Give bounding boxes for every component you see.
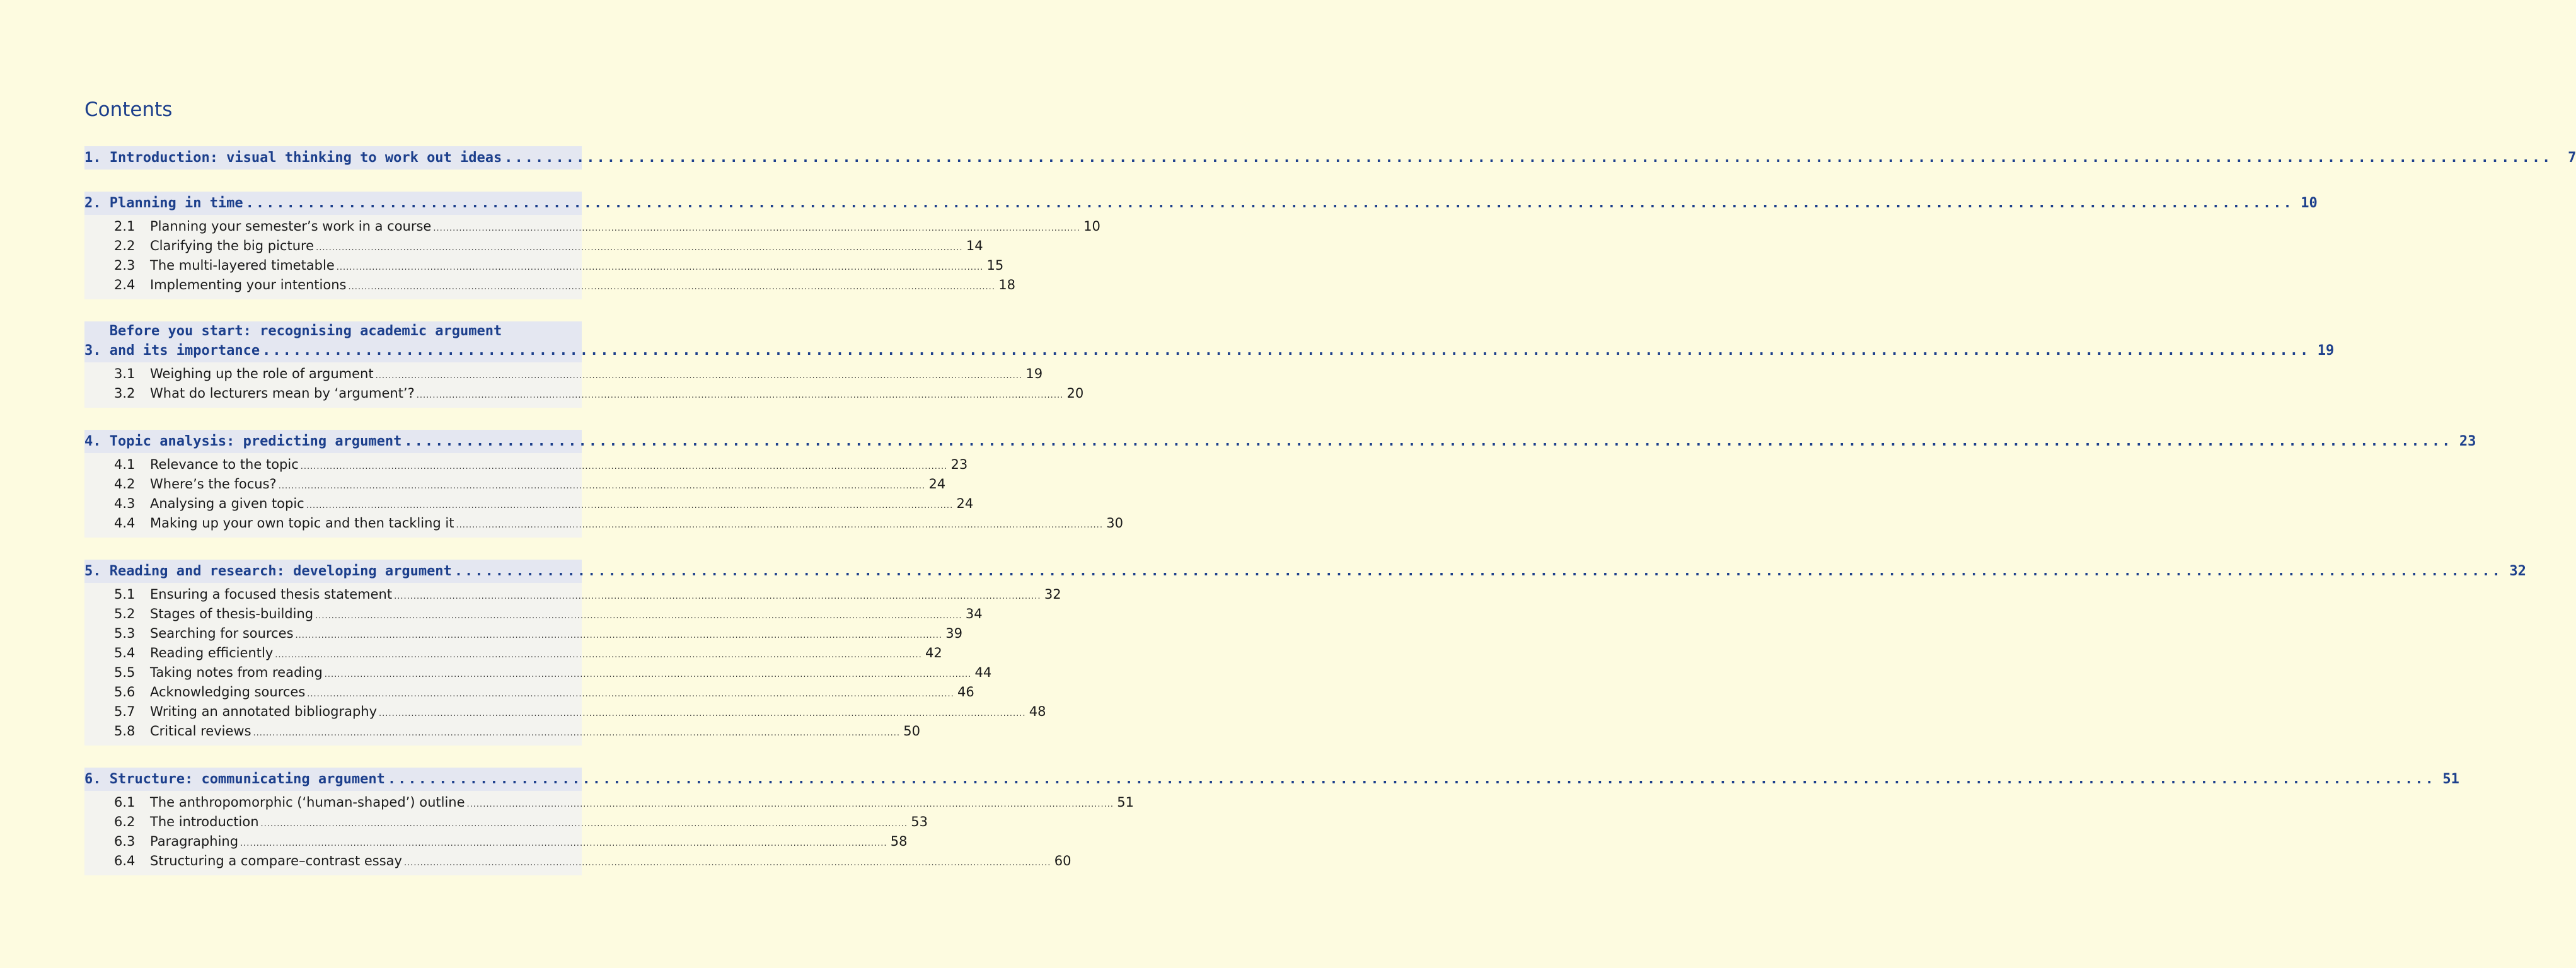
chapter-number: 5.	[84, 563, 110, 579]
subsection-page-number: 60	[1054, 853, 1071, 868]
subsection-page-number: 19	[1025, 366, 1043, 381]
chapter-title-line	[109, 193, 2318, 213]
subsection-number: 2.4	[114, 277, 136, 292]
subsection-page-number: 42	[925, 645, 942, 660]
chapter-title	[109, 193, 2318, 213]
subsection-title: Making up your own topic and then tackling it	[150, 516, 454, 531]
toc-section	[84, 146, 2576, 170]
subsection-title: What do lecturers mean by ‘argument’?	[150, 386, 415, 401]
subsection-entry[interactable]	[114, 606, 983, 626]
chapter-title	[109, 562, 2526, 581]
subsection-entry[interactable]	[114, 665, 992, 684]
subsection-entry[interactable]	[114, 277, 1015, 297]
subsection-number: 6.4	[114, 853, 136, 868]
dot-leader: ........................................................................................................................................................................................................	[375, 371, 1023, 381]
subsection-number: 2.2	[114, 238, 136, 253]
subsection-title: Searching for sources	[150, 626, 294, 641]
chapter-page-number: 7	[2568, 150, 2576, 166]
toc-section	[84, 430, 2476, 538]
subsection-entry[interactable]	[114, 834, 908, 853]
subsection-number: 2.3	[114, 258, 136, 273]
subsection-page-number: 23	[950, 457, 968, 472]
chapter-page-number: 51	[2442, 771, 2459, 787]
subsection-list	[84, 453, 1123, 538]
chapter-title	[109, 148, 2576, 168]
chapter-title-text: Planning in time	[109, 195, 243, 211]
subsection-entry[interactable]	[114, 795, 1134, 814]
subsection-list	[84, 215, 1100, 299]
subsection-page-number: 53	[911, 814, 928, 829]
chapter-number: 2.	[84, 195, 110, 211]
subsection-number: 4.2	[114, 476, 136, 492]
dot-leader: ........................................................................................................................................................................................................	[348, 282, 995, 292]
subsection-entry[interactable]	[114, 219, 1100, 238]
dot-leader: ........................................................................................................................................................................................................	[504, 150, 2553, 166]
subsection-page-number: 15	[986, 258, 1004, 273]
subsection-title: Analysing a given topic	[150, 496, 304, 511]
subsection-list	[84, 362, 1084, 408]
dot-leader: ........................................................................................................................................................................................................	[324, 670, 972, 679]
subsection-entry[interactable]	[114, 645, 942, 665]
chapter-heading[interactable]	[84, 430, 2476, 453]
chapter-number: 6.	[84, 771, 110, 787]
subsection-title: The multi-layered timetable	[150, 258, 335, 273]
toc-section	[84, 768, 2459, 875]
subsection-page-number: 14	[966, 238, 983, 253]
subsection-entry[interactable]	[114, 684, 974, 704]
chapter-number: 3.	[84, 343, 110, 359]
subsection-title: Weighing up the role of argument	[150, 366, 374, 381]
chapter-title-text: Structure: communicating argument	[109, 771, 385, 787]
subsection-number: 5.4	[114, 645, 136, 660]
subsection-entry[interactable]	[114, 626, 962, 645]
subsection-number: 5.8	[114, 723, 136, 739]
subsection-number: 4.1	[114, 457, 136, 472]
subsection-list	[84, 583, 1061, 746]
dot-leader: ........................................................................................................................................................................................................	[300, 462, 948, 471]
dot-leader: ........................................................................................................................................................................................................	[416, 391, 1064, 400]
toc-section	[84, 560, 2526, 746]
subsection-page-number: 20	[1066, 386, 1084, 401]
chapter-title-text: and its importance	[109, 343, 260, 359]
subsection-page-number: 50	[903, 723, 920, 739]
subsection-title: The introduction	[150, 814, 259, 829]
subsection-number: 4.3	[114, 496, 136, 511]
subsection-number: 5.3	[114, 626, 136, 641]
subsection-title: Paragraphing	[150, 834, 239, 849]
chapter-title-line	[110, 321, 580, 341]
chapter-title-line	[109, 562, 2526, 581]
subsection-number: 3.2	[114, 386, 136, 401]
dot-leader: ........................................................................................................................................................................................................	[454, 563, 2502, 579]
subsection-number: 6.2	[114, 814, 136, 829]
chapter-number: 1.	[84, 150, 110, 166]
subsection-page-number: 44	[974, 665, 992, 680]
subsection-number: 4.4	[114, 516, 136, 531]
chapter-title	[109, 769, 2459, 789]
dot-leader: ........................................................................................................................................................................................................	[466, 800, 1114, 809]
dot-leader: ........................................................................................................................................................................................................	[394, 592, 1041, 601]
subsection-number: 2.1	[114, 219, 136, 234]
chapter-title-line	[109, 432, 2476, 451]
subsection-title: Writing an annotated bibliography	[150, 704, 378, 719]
chapter-page-number: 10	[2301, 195, 2318, 211]
chapter-title-text: Topic analysis: predicting argument	[109, 434, 402, 449]
subsection-page-number: 10	[1083, 219, 1100, 234]
subsection-entry[interactable]	[114, 853, 1071, 873]
chapter-title-line	[109, 148, 2576, 168]
dot-leader: ........................................................................................................................................................................................................	[315, 611, 962, 621]
subsection-title: Taking notes from reading	[150, 665, 323, 680]
dot-leader: ........................................................................................................................................................................................................	[262, 343, 2311, 359]
chapter-heading[interactable]	[84, 768, 2459, 791]
subsection-number: 5.7	[114, 704, 136, 719]
chapter-title-line	[109, 769, 2459, 789]
subsection-page-number: 39	[945, 626, 962, 641]
dot-leader: ........................................................................................................................................................................................................	[456, 521, 1103, 530]
table-of-contents	[84, 146, 2576, 897]
dot-leader: ........................................................................................................................................................................................................	[379, 709, 1026, 718]
dot-leader: ........................................................................................................................................................................................................	[387, 771, 2435, 787]
dot-leader: ........................................................................................................................................................................................................	[336, 263, 984, 272]
dot-leader: ........................................................................................................................................................................................................	[245, 195, 2294, 211]
subsection-entry[interactable]	[114, 814, 928, 834]
dot-leader: ........................................................................................................................................................................................................	[275, 650, 922, 660]
toc-section	[84, 192, 2318, 299]
dot-leader: ........................................................................................................................................................................................................	[316, 243, 963, 253]
subsection-entry[interactable]	[114, 704, 1046, 723]
subsection-entry[interactable]	[114, 457, 968, 476]
subsection-page-number: 24	[956, 496, 974, 511]
subsection-number: 6.1	[114, 795, 136, 810]
dot-leader: ........................................................................................................................................................................................................	[295, 631, 942, 640]
dot-leader: ........................................................................................................................................................................................................	[306, 501, 954, 510]
page-title: Contents	[84, 98, 173, 121]
chapter-heading[interactable]	[84, 192, 2318, 215]
subsection-entry[interactable]	[114, 258, 1004, 277]
subsection-entry[interactable]	[114, 386, 1084, 405]
subsection-page-number: 58	[890, 834, 908, 849]
subsection-title: Acknowledging sources	[150, 684, 306, 700]
subsection-page-number: 51	[1117, 795, 1134, 810]
subsection-title: Stages of thesis-building	[150, 606, 314, 621]
subsection-number: 5.2	[114, 606, 136, 621]
toc-section	[84, 321, 2335, 408]
subsection-page-number: 34	[965, 606, 983, 621]
subsection-number: 5.5	[114, 665, 136, 680]
subsection-title: Structuring a compare–contrast essay	[150, 853, 402, 868]
subsection-entry[interactable]	[114, 238, 983, 258]
chapter-number: 4.	[84, 434, 110, 449]
dot-leader: ........................................................................................................................................................................................................	[433, 224, 1080, 233]
dot-leader: ........................................................................................................................................................................................................	[278, 481, 926, 491]
dot-leader: ........................................................................................................................................................................................................	[307, 689, 954, 699]
chapter-page-number: 19	[2317, 343, 2335, 359]
subsection-entry[interactable]	[114, 516, 1123, 535]
subsection-number: 6.3	[114, 834, 136, 849]
chapter-heading[interactable]	[84, 321, 2335, 362]
subsection-entry[interactable]	[114, 587, 1061, 606]
subsection-title: Where’s the focus?	[150, 476, 277, 492]
chapter-page-number: 23	[2459, 434, 2476, 449]
subsection-page-number: 24	[928, 476, 946, 492]
subsection-title: Reading efficiently	[150, 645, 274, 660]
subsection-entry[interactable]	[114, 496, 974, 516]
chapter-page-number: 32	[2509, 563, 2526, 579]
subsection-list	[84, 791, 1134, 875]
subsection-title: Implementing your intentions	[150, 277, 347, 292]
subsection-entry[interactable]	[114, 476, 946, 496]
dot-leader: ........................................................................................................................................................................................................	[404, 434, 2452, 449]
chapter-title-line	[109, 341, 2335, 360]
subsection-title: Ensuring a focused thesis statement	[150, 587, 393, 602]
chapter-title-text: Introduction: visual thinking to work out ideas	[109, 150, 502, 166]
dot-leader: ........................................................................................................................................................................................................	[403, 858, 1051, 868]
chapter-title	[109, 321, 2335, 360]
subsection-title: Critical reviews	[150, 723, 251, 739]
chapter-title-text: Reading and research: developing argument	[109, 563, 452, 579]
subsection-page-number: 30	[1106, 516, 1123, 531]
chapter-title-text: Before you start: recognising academic argument	[109, 323, 502, 339]
dot-leader: ........................................................................................................................................................................................................	[260, 819, 908, 829]
subsection-entry[interactable]	[114, 366, 1043, 386]
subsection-page-number: 32	[1044, 587, 1061, 602]
chapter-heading[interactable]	[84, 146, 2576, 170]
dot-leader: ........................................................................................................................................................................................................	[253, 729, 900, 738]
subsection-entry[interactable]	[114, 723, 920, 743]
subsection-title: The anthropomorphic (‘human-shaped’) outline	[150, 795, 465, 810]
subsection-number: 5.6	[114, 684, 136, 700]
subsection-page-number: 18	[998, 277, 1015, 292]
subsection-number: 5.1	[114, 587, 136, 602]
dot-leader: ........................................................................................................................................................................................................	[240, 839, 887, 848]
chapter-title	[109, 432, 2476, 451]
subsection-title: Relevance to the topic	[150, 457, 299, 472]
chapter-heading[interactable]	[84, 560, 2526, 583]
subsection-number: 3.1	[114, 366, 136, 381]
subsection-title: Planning your semester’s work in a course	[150, 219, 432, 234]
subsection-title: Clarifying the big picture	[150, 238, 315, 253]
subsection-page-number: 46	[957, 684, 974, 700]
subsection-page-number: 48	[1029, 704, 1046, 719]
